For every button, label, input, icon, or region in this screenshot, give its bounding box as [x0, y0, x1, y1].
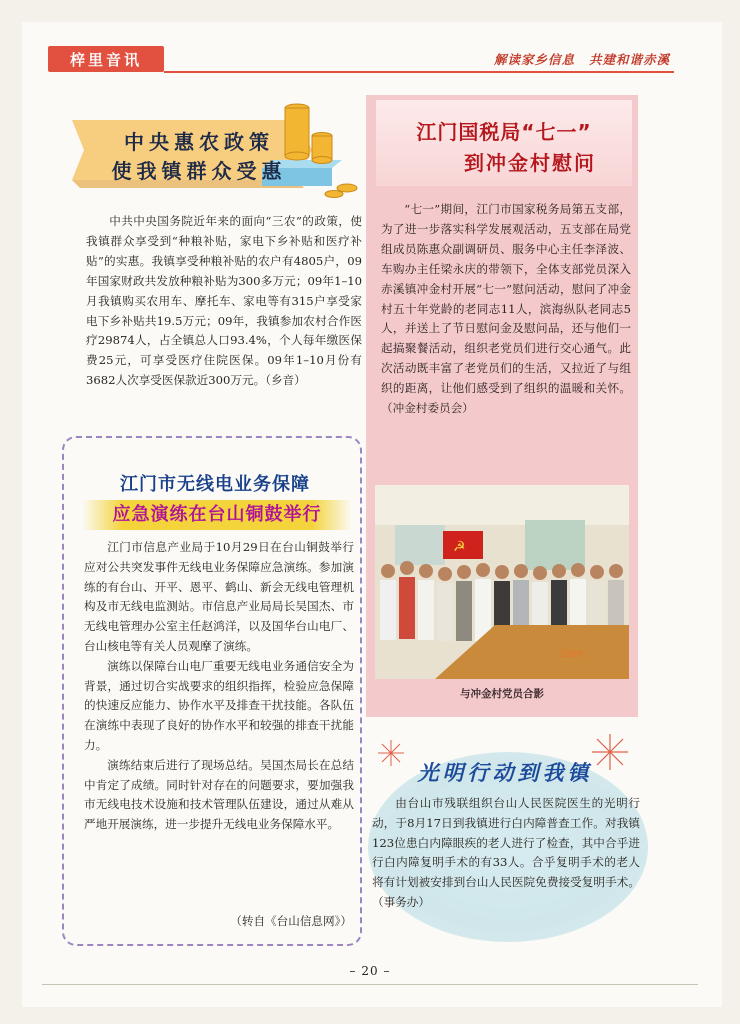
photo-caption: 与冲金村党员合影: [460, 688, 544, 700]
article2-title-line2: 应急演练在台山铜鼓举行: [82, 500, 352, 530]
photo-date-stamp: 2009: [560, 650, 583, 660]
article1-title: [74, 128, 324, 186]
article1-title-line2: 使我镇群众受惠: [111, 159, 287, 183]
party-flag-emblem: ☭: [453, 539, 466, 555]
article2-paragraph: 演练结束后进行了现场总结。吴国杰局长在总结中肯定了成绩。同时针对存在的问题要求，要加强我市无线电技术设施和技术管理队伍建设，通过从难从严地开展演练，进一步提升无线电业务保障水平。: [84, 757, 354, 832]
article2-body: [84, 538, 354, 835]
article1-title-line1: 中央惠农政策: [124, 130, 274, 154]
header-rule: [164, 71, 674, 73]
page-number: – 20 –: [349, 964, 391, 978]
article2-paragraph: 演练以保障台山电厂重要无线电业务通信安全为背景，通过切合实战要求的组织指挥，检验应急保障的快速反应能力、协作水平及排查干扰技能。各队伍在演练中表现了良好的协作水平和较强的排查干扰能力。: [84, 658, 354, 752]
section-tab: 梓里音讯: [48, 46, 164, 72]
header-slogan: [494, 50, 670, 68]
slogan-left: 解读家乡信息: [493, 52, 575, 67]
group-photo: [375, 485, 629, 679]
article3-title-line1: 江门国税局“七一”: [416, 120, 592, 144]
article2-source: （转自《台山信息网》）: [230, 914, 352, 928]
wall-board: [395, 525, 445, 565]
article1-body: 中共中央国务院近年来的面向“三农”的政策，使我镇群众享受到“种粮补贴，家电下乡补贴和医疗补贴”的实惠。我镇享受种粮补贴的农户有4805户，09年国家财政共发放种粮补贴为300多万元；09年1–10月我镇购买农用车、摩托车、家电等有315户享受家电下乡补贴共19.5万元；09年，我镇参加农村合作医疗29874人，占全镇总人口93.4%，个人每年缴医保费25元，可享受医疗住院医保。09年1–10月份有3682人次享受医保款近300万元。（乡音）: [86, 214, 362, 388]
article3-title-line2: 到冲金村慰问: [464, 151, 596, 175]
article3-body: “七一”期间，江门市国家税务局第五支部，为了进一步落实科学发展观活动，五支部在局党组成员陈惠众副调研员、服务中心主任李泽波、车购办主任梁永庆的带领下，全体支部党员深入赤溪镇冲金村开展“七一”慰问活动，慰问了冲金村五十年党龄的老同志11人，滨海纵队老同志5人，并送上了节日慰问金及慰问品，还与他们一起搞聚餐活动，组织老党员们进行交心通气。此次活动既丰富了老党员们的生活，又拉近了与组织的距离，让他们感受到了组织的温暖和关怀。（冲金村委员会）: [381, 202, 631, 416]
article4-body: 由台山市残联组织台山人民医院医生的光明行动，于8月17日到我镇进行白内障普查工作。对我镇123位患白内障眼疾的老人进行了检查，其中合乎进行白内障复明手术的有33人。合乎复明手术的老人将有计划被安排到台山人民医院免费接受复明手术。（事务办）: [372, 796, 640, 909]
article2-paragraph: 江门市信息产业局于10月29日在台山铜鼓举行应对公共突发事件无线电业务保障应急演练。参加演练的有台山、开平、恩平、鹤山、新会无线电管理机构及市无线电监测站。市信息产业局局长吴国杰、市无线电管理办公室主任赵鸿洋，以及国华台山电厂、台山核电等有关人员观摩了演练。: [84, 540, 354, 653]
article4-title: 光明行动到我镇: [417, 760, 593, 785]
slogan-right: 共建和谐赤溪: [588, 52, 670, 67]
footer-rule: [42, 984, 698, 985]
wall-board: [525, 520, 585, 570]
article2-title-line1: 江门市无线电业务保障: [120, 474, 310, 495]
